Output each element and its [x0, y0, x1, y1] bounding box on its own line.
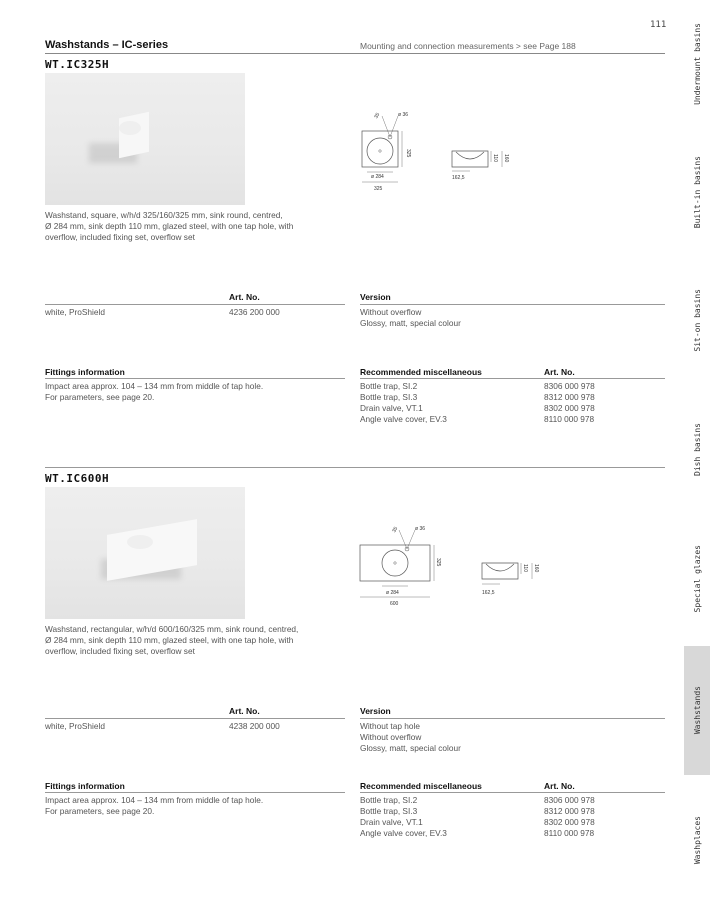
drawing-depth: 325: [405, 149, 411, 158]
tab-dish-basins[interactable]: Dish basins: [692, 422, 702, 476]
fittings-line: For parameters, see page 20.: [45, 392, 155, 402]
drawing-tap-angle: 35: [391, 525, 400, 534]
version-item: Glossy, matt, special colour: [360, 743, 461, 753]
category-tabs: [684, 0, 710, 904]
product-description: Washstand, rectangular, w/h/d 600/160/325 mm, sink round, centred, Ø 284 mm, sink depth 110 mm, glazed steel, with one tap hole, with overflow, included fixing set, overflow set: [45, 624, 299, 656]
misc-item-name: Bottle trap, SI.2: [360, 381, 418, 391]
misc-art-header: Art. No.: [544, 367, 575, 377]
tab-washplaces[interactable]: Washplaces: [692, 815, 702, 865]
drawing-bowl: ø 284: [371, 174, 384, 180]
drawing-tap-hole: ø 36: [398, 112, 409, 118]
version-item: Glossy, matt, special colour: [360, 318, 461, 328]
page-title: Washstands – IC-series: [45, 39, 169, 51]
misc-item-art: 8302 000 978: [544, 403, 595, 413]
product-code: WT.IC600H: [45, 472, 110, 485]
drawing-tap-hole: ø 36: [415, 526, 426, 532]
fittings-line: Impact area approx. 104 – 134 mm from middle of tap hole.: [45, 795, 264, 805]
misc-item-name: Angle valve cover, EV.3: [360, 828, 447, 838]
drawing-width: 600: [390, 601, 399, 607]
drawing-bowl: ø 284: [386, 590, 399, 596]
product-description: Washstand, square, w/h/d 325/160/325 mm, sink round, centred, Ø 284 mm, sink depth 110 mm, glazed steel, with one tap hole, with overflow, included fixing set, overflow set: [45, 210, 294, 242]
drawing-sink-depth: 110: [492, 154, 498, 162]
misc-item-art: 8306 000 978: [544, 381, 595, 391]
tab-special-glazes[interactable]: Special glazes: [692, 545, 702, 613]
misc-item-art: 8302 000 978: [544, 817, 595, 827]
art-no: 4236 200 000: [229, 307, 280, 317]
misc-item-art: 8110 000 978: [544, 828, 595, 838]
misc-item-name: Bottle trap, SI.3: [360, 806, 418, 816]
tab-washstands[interactable]: Washstands: [684, 646, 710, 775]
technical-drawing: [358, 518, 558, 608]
drawing-depth: 325: [435, 558, 441, 567]
art-no-header: Art. No.: [229, 292, 260, 302]
version-item: Without overflow: [360, 732, 422, 742]
misc-header: Recommended miscellaneous: [360, 781, 482, 791]
technical-drawing: [358, 104, 518, 194]
mounting-reference-note: Mounting and connection measurements > see Page 188: [360, 41, 576, 51]
version-item: Without tap hole: [360, 721, 420, 731]
version-item: Without overflow: [360, 307, 422, 317]
fittings-header: Fittings information: [45, 781, 125, 791]
drawing-side-depth: 162,5: [452, 175, 465, 181]
misc-item-name: Bottle trap, SI.2: [360, 795, 418, 805]
finish: white, ProShield: [45, 307, 105, 317]
tab-built-in-basins[interactable]: Built-in basins: [692, 155, 702, 229]
drawing-height: 160: [533, 564, 539, 573]
product-code: WT.IC325H: [45, 58, 110, 71]
drawing-width: 325: [374, 186, 383, 192]
finish: white, ProShield: [45, 721, 105, 731]
misc-item-name: Drain valve, VT.1: [360, 403, 423, 413]
fittings-line: Impact area approx. 104 – 134 mm from middle of tap hole.: [45, 381, 264, 391]
misc-item-art: 8312 000 978: [544, 806, 595, 816]
misc-header: Recommended miscellaneous: [360, 367, 482, 377]
drawing-sink-depth: 110: [522, 564, 528, 572]
misc-item-name: Angle valve cover, EV.3: [360, 414, 447, 424]
misc-art-header: Art. No.: [544, 781, 575, 791]
tab-sit-on-basins[interactable]: Sit-on basins: [692, 288, 702, 352]
fittings-header: Fittings information: [45, 367, 125, 377]
misc-item-art: 8312 000 978: [544, 392, 595, 402]
misc-item-name: Bottle trap, SI.3: [360, 392, 418, 402]
misc-item-art: 8306 000 978: [544, 795, 595, 805]
misc-item-name: Drain valve, VT.1: [360, 817, 423, 827]
page-number: 111: [650, 20, 667, 30]
art-no: 4238 200 000: [229, 721, 280, 731]
drawing-side-depth: 162,5: [482, 590, 495, 596]
misc-item-art: 8110 000 978: [544, 414, 595, 424]
version-header: Version: [360, 706, 391, 716]
drawing-tap-angle: 35: [373, 111, 382, 120]
product-photo: [45, 487, 245, 619]
section-divider: [45, 467, 665, 468]
header-divider: [45, 53, 665, 54]
drawing-height: 160: [503, 154, 509, 163]
tab-undermount-basins[interactable]: Undermount basins: [692, 23, 702, 105]
version-header: Version: [360, 292, 391, 302]
product-photo: [45, 73, 245, 205]
fittings-line: For parameters, see page 20.: [45, 806, 155, 816]
art-no-header: Art. No.: [229, 706, 260, 716]
